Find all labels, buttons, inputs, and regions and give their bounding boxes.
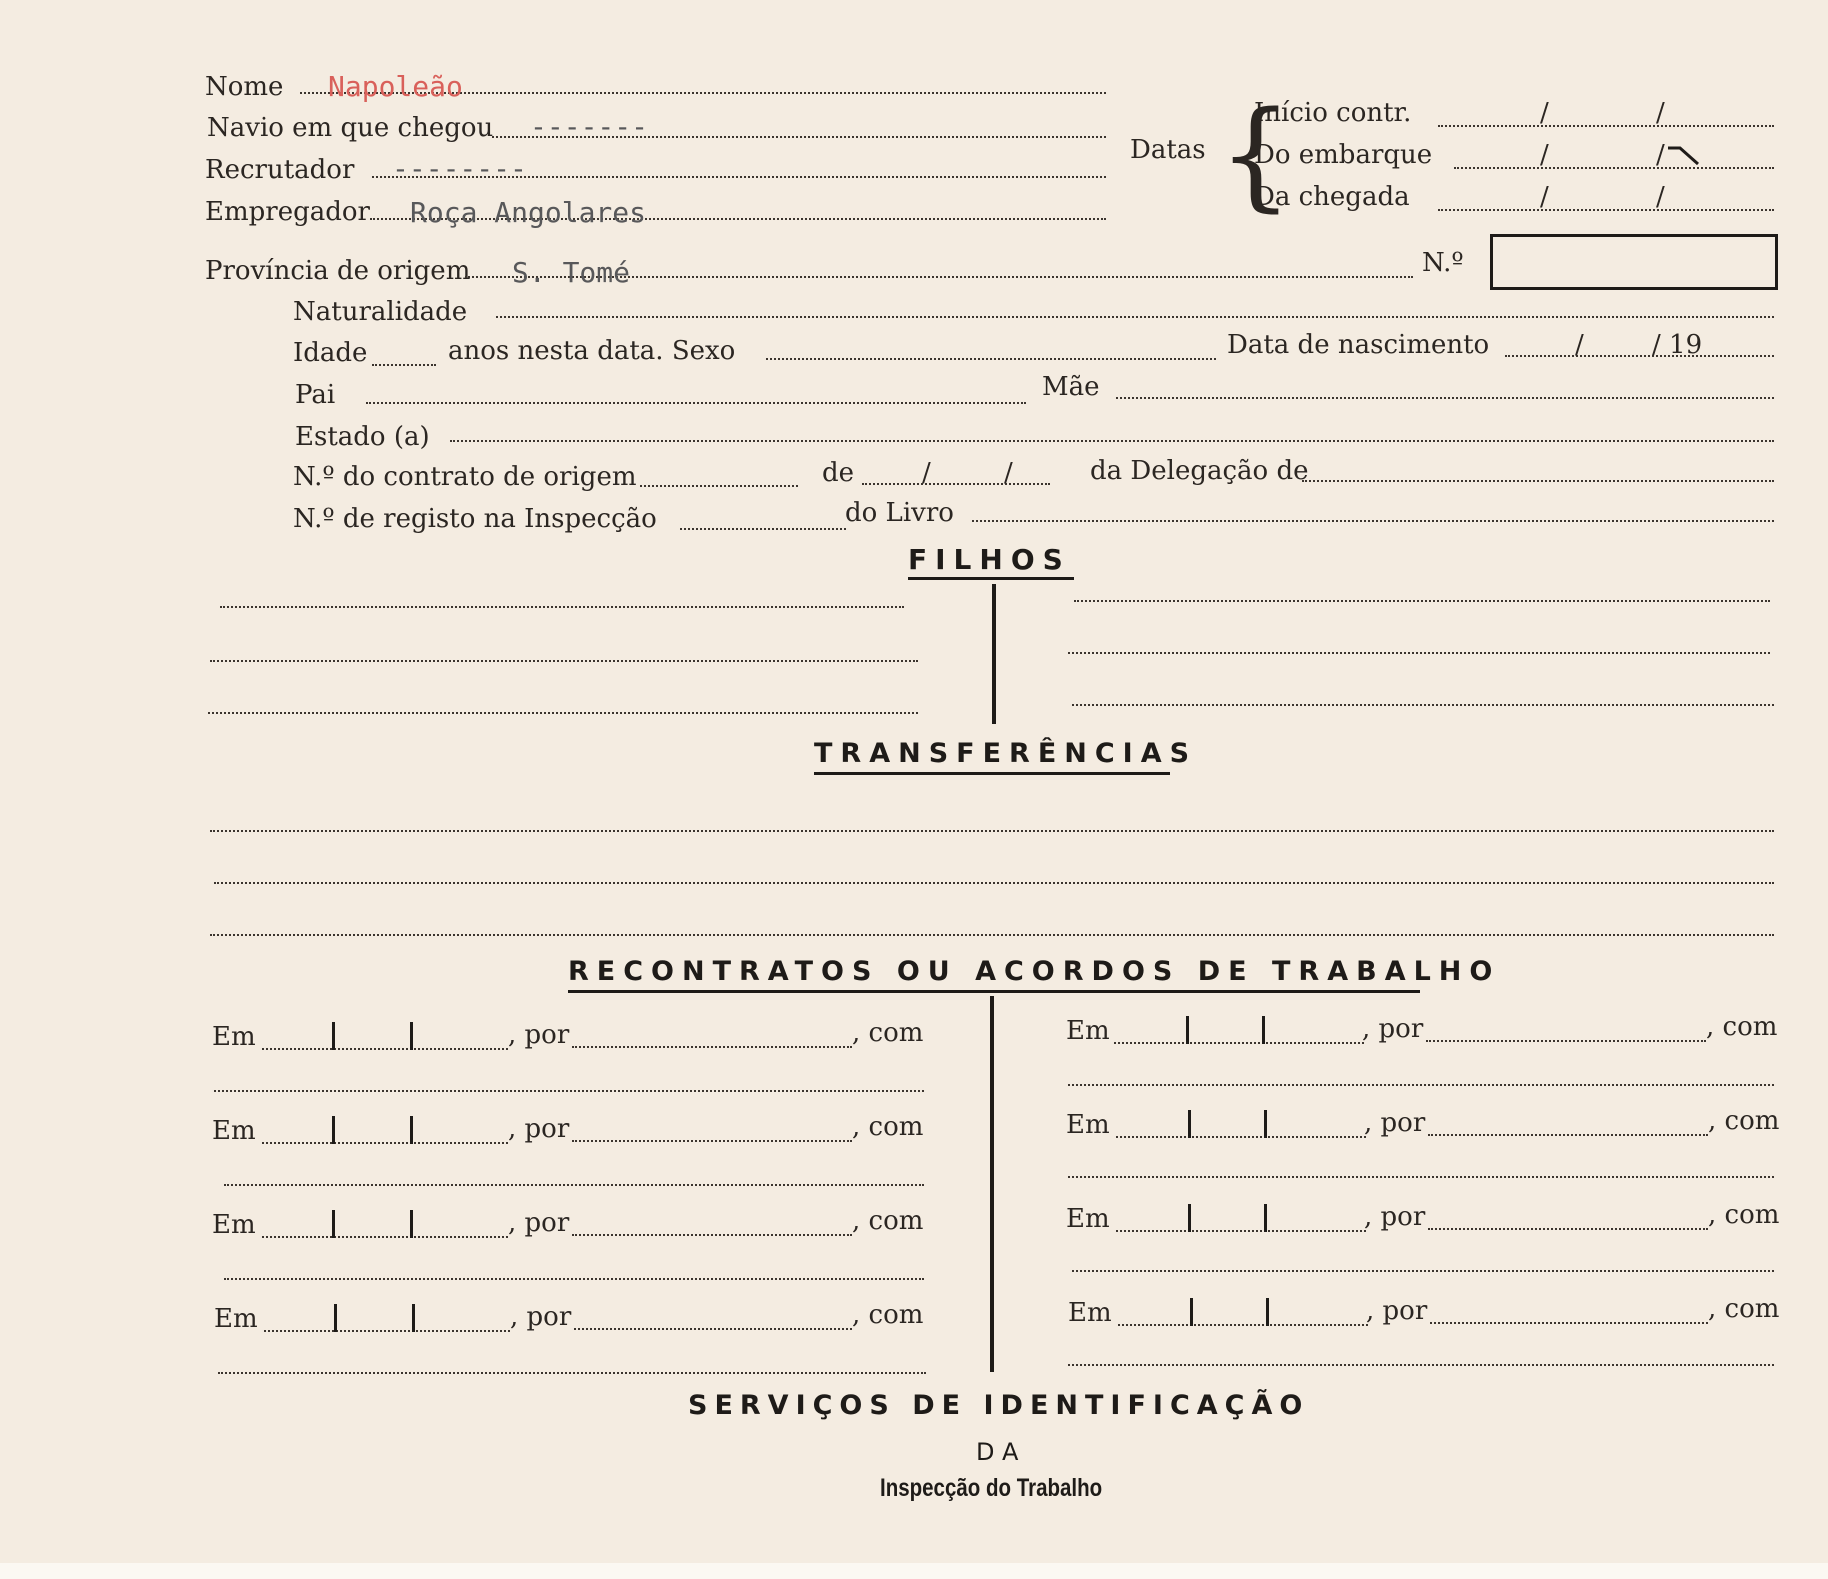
rec-left-3-com: , com — [852, 1206, 924, 1236]
inicio-slash-2: / — [1656, 98, 1665, 128]
registo-label: N.º de registo na Inspecção — [293, 504, 657, 534]
rec-left-3-line — [224, 1278, 924, 1280]
transferencias-heading: TRANSFERÊNCIAS — [814, 738, 1198, 769]
datas-label: Datas — [1130, 135, 1206, 165]
rec-left-3-date-line — [262, 1236, 508, 1238]
chegada-slash-2: / — [1656, 182, 1665, 212]
contrato-slash-1: / — [922, 458, 931, 488]
registo-line — [680, 528, 846, 530]
rec-left-4-bar-2 — [412, 1304, 415, 1332]
rec-right-4-bar-1 — [1190, 1298, 1193, 1326]
rec-right-4-date-line — [1118, 1324, 1368, 1326]
inicio-contr-line — [1438, 125, 1774, 127]
rec-left-1-line — [214, 1090, 924, 1092]
rec-right-1-bar-1 — [1186, 1016, 1189, 1044]
rec-left-2-bar-1 — [332, 1116, 335, 1144]
embarque-label: Do embarque — [1254, 140, 1433, 170]
idade-line — [372, 364, 436, 366]
rec-right-4-com: , com — [1708, 1294, 1780, 1324]
rec-left-2-com: , com — [852, 1112, 924, 1142]
estado-line — [450, 440, 1774, 442]
rec-right-4-bar-2 — [1266, 1298, 1269, 1326]
rec-right-3-date-line — [1116, 1230, 1366, 1232]
transferencias-line-3 — [210, 934, 1774, 936]
rec-left-1-por-line — [572, 1046, 852, 1048]
rec-right-2-por: , por — [1364, 1108, 1426, 1138]
datas-brace: { — [1218, 85, 1294, 223]
pai-label: Pai — [295, 380, 336, 410]
rec-left-1-date-line — [262, 1048, 508, 1050]
provincia-value: S. Tomé — [512, 256, 631, 289]
empregador-value: Roça Angolares — [410, 196, 647, 229]
rec-left-2-por: , por — [508, 1114, 570, 1144]
rec-left-1-por: , por — [508, 1020, 570, 1050]
numero-box — [1490, 234, 1778, 290]
idade-label: Idade — [293, 338, 368, 368]
anos-sexo-label: anos nesta data. Sexo — [448, 336, 736, 366]
rec-right-4-line — [1068, 1364, 1774, 1366]
rec-right-1-em: Em — [1066, 1016, 1110, 1046]
rec-left-1-bar-2 — [410, 1022, 413, 1050]
rec-right-3-por: , por — [1364, 1202, 1426, 1232]
nome-label: Nome — [205, 72, 284, 102]
estado-label: Estado (a) — [295, 422, 430, 452]
rec-right-1-bar-2 — [1262, 1016, 1265, 1044]
rec-left-1-bar-1 — [332, 1022, 335, 1050]
rec-right-1-com: , com — [1706, 1012, 1778, 1042]
contrato-line — [640, 485, 798, 487]
rec-right-3-line — [1072, 1270, 1774, 1272]
recontratos-underline — [568, 990, 1420, 993]
rec-right-3-por-line — [1428, 1228, 1708, 1230]
rec-left-4-por-line — [574, 1328, 852, 1330]
rec-right-2-bar-2 — [1264, 1110, 1267, 1138]
rec-left-2-date-line — [262, 1142, 508, 1144]
chegada-slash-1: / — [1540, 182, 1549, 212]
rec-left-4-line — [218, 1372, 926, 1374]
rec-right-1-line — [1068, 1084, 1774, 1086]
footer-inspeccao: Inspecção do Trabalho — [880, 1474, 1103, 1502]
chegada-line — [1438, 209, 1774, 211]
rec-left-4-com: , com — [852, 1300, 924, 1330]
filhos-line-4 — [1074, 600, 1770, 602]
rec-right-1-date-line — [1114, 1042, 1364, 1044]
contrato-label: N.º do contrato de origem — [293, 462, 637, 492]
rec-right-4-por: , por — [1366, 1296, 1428, 1326]
livro-line — [972, 520, 1774, 522]
filhos-line-6 — [1072, 704, 1774, 706]
embarque-slash-1: / — [1540, 140, 1549, 170]
rec-right-2-date-line — [1116, 1136, 1366, 1138]
rec-left-3-bar-2 — [410, 1210, 413, 1238]
provincia-label: Província de origem — [205, 256, 471, 286]
naturalidade-label: Naturalidade — [293, 297, 468, 327]
transferencias-underline — [814, 772, 1170, 775]
rec-right-4-em: Em — [1068, 1298, 1112, 1328]
nascimento-year: / 19 — [1652, 330, 1703, 360]
embarque-line — [1454, 167, 1774, 169]
rec-left-1-em: Em — [212, 1022, 256, 1052]
rec-right-2-em: Em — [1066, 1110, 1110, 1140]
rec-right-1-por: , por — [1362, 1014, 1424, 1044]
nascimento-label: Data de nascimento — [1227, 330, 1490, 360]
rec-right-2-line — [1068, 1176, 1774, 1178]
filhos-line-2 — [210, 660, 918, 662]
rec-left-2-bar-2 — [410, 1116, 413, 1144]
rec-right-2-bar-1 — [1188, 1110, 1191, 1138]
filhos-line-1 — [220, 606, 904, 608]
rec-left-1-com: , com — [852, 1018, 924, 1048]
embarque-slash-2: / — [1656, 140, 1665, 170]
rec-left-2-em: Em — [212, 1116, 256, 1146]
rec-right-3-com: , com — [1708, 1200, 1780, 1230]
footer-da: DA — [976, 1438, 1027, 1466]
transferencias-line-1 — [210, 830, 1774, 832]
rec-left-3-por-line — [572, 1234, 852, 1236]
inicio-slash-1: / — [1540, 98, 1549, 128]
filhos-underline — [908, 577, 1074, 580]
rec-right-3-bar-1 — [1188, 1204, 1191, 1232]
nascimento-line — [1505, 355, 1774, 357]
sexo-line — [766, 358, 1216, 360]
contrato-slash-2: / — [1004, 458, 1013, 488]
navio-label: Navio em que chegou — [207, 113, 494, 143]
rec-left-3-em: Em — [212, 1210, 256, 1240]
filhos-line-5 — [1068, 652, 1770, 654]
rec-left-2-por-line — [572, 1140, 852, 1142]
rec-left-4-em: Em — [214, 1304, 258, 1334]
rec-left-3-bar-1 — [332, 1210, 335, 1238]
empregador-label: Empregador — [205, 197, 370, 227]
mae-label: Mãe — [1042, 372, 1100, 402]
inicio-contr-label: Início contr. — [1254, 98, 1412, 128]
chegada-label: Da chegada — [1254, 182, 1410, 212]
rec-right-2-por-line — [1428, 1134, 1708, 1136]
rec-right-1-por-line — [1426, 1040, 1706, 1042]
mae-line — [1116, 397, 1774, 399]
naturalidade-line — [496, 316, 1774, 318]
transferencias-line-2 — [214, 882, 1774, 884]
filhos-heading: FILHOS — [908, 543, 1071, 576]
rec-right-3-em: Em — [1066, 1204, 1110, 1234]
rec-left-4-bar-1 — [334, 1304, 337, 1332]
filhos-divider — [992, 584, 996, 724]
nome-value: Napoleão — [328, 70, 463, 103]
delegacao-line — [1302, 480, 1774, 482]
navio-value: ------- — [530, 110, 649, 143]
recontratos-divider — [990, 996, 994, 1372]
footer-servicos: SERVIÇOS DE IDENTIFICAÇÃO — [688, 1390, 1310, 1421]
contrato-date-line — [862, 483, 1050, 485]
rec-right-4-por-line — [1430, 1322, 1708, 1324]
filhos-line-3 — [208, 712, 918, 714]
livro-label: do Livro — [845, 498, 954, 528]
numero-label: N.º — [1422, 248, 1464, 278]
check-mark-icon — [1666, 144, 1702, 168]
rec-right-3-bar-2 — [1264, 1204, 1267, 1232]
recrutador-label: Recrutador — [205, 155, 355, 185]
nascimento-slash: / — [1575, 330, 1584, 360]
rec-left-4-date-line — [264, 1330, 510, 1332]
rec-left-2-line — [224, 1184, 924, 1186]
recrutador-value: -------- — [392, 152, 527, 185]
rec-right-2-com: , com — [1708, 1106, 1780, 1136]
delegacao-label: da Delegação de — [1090, 456, 1309, 486]
pai-line — [366, 402, 1026, 404]
rec-left-4-por: , por — [510, 1302, 572, 1332]
rec-left-3-por: , por — [508, 1208, 570, 1238]
recontratos-heading: RECONTRATOS OU ACORDOS DE TRABALHO — [568, 956, 1501, 987]
contrato-de-label: de — [822, 458, 855, 488]
